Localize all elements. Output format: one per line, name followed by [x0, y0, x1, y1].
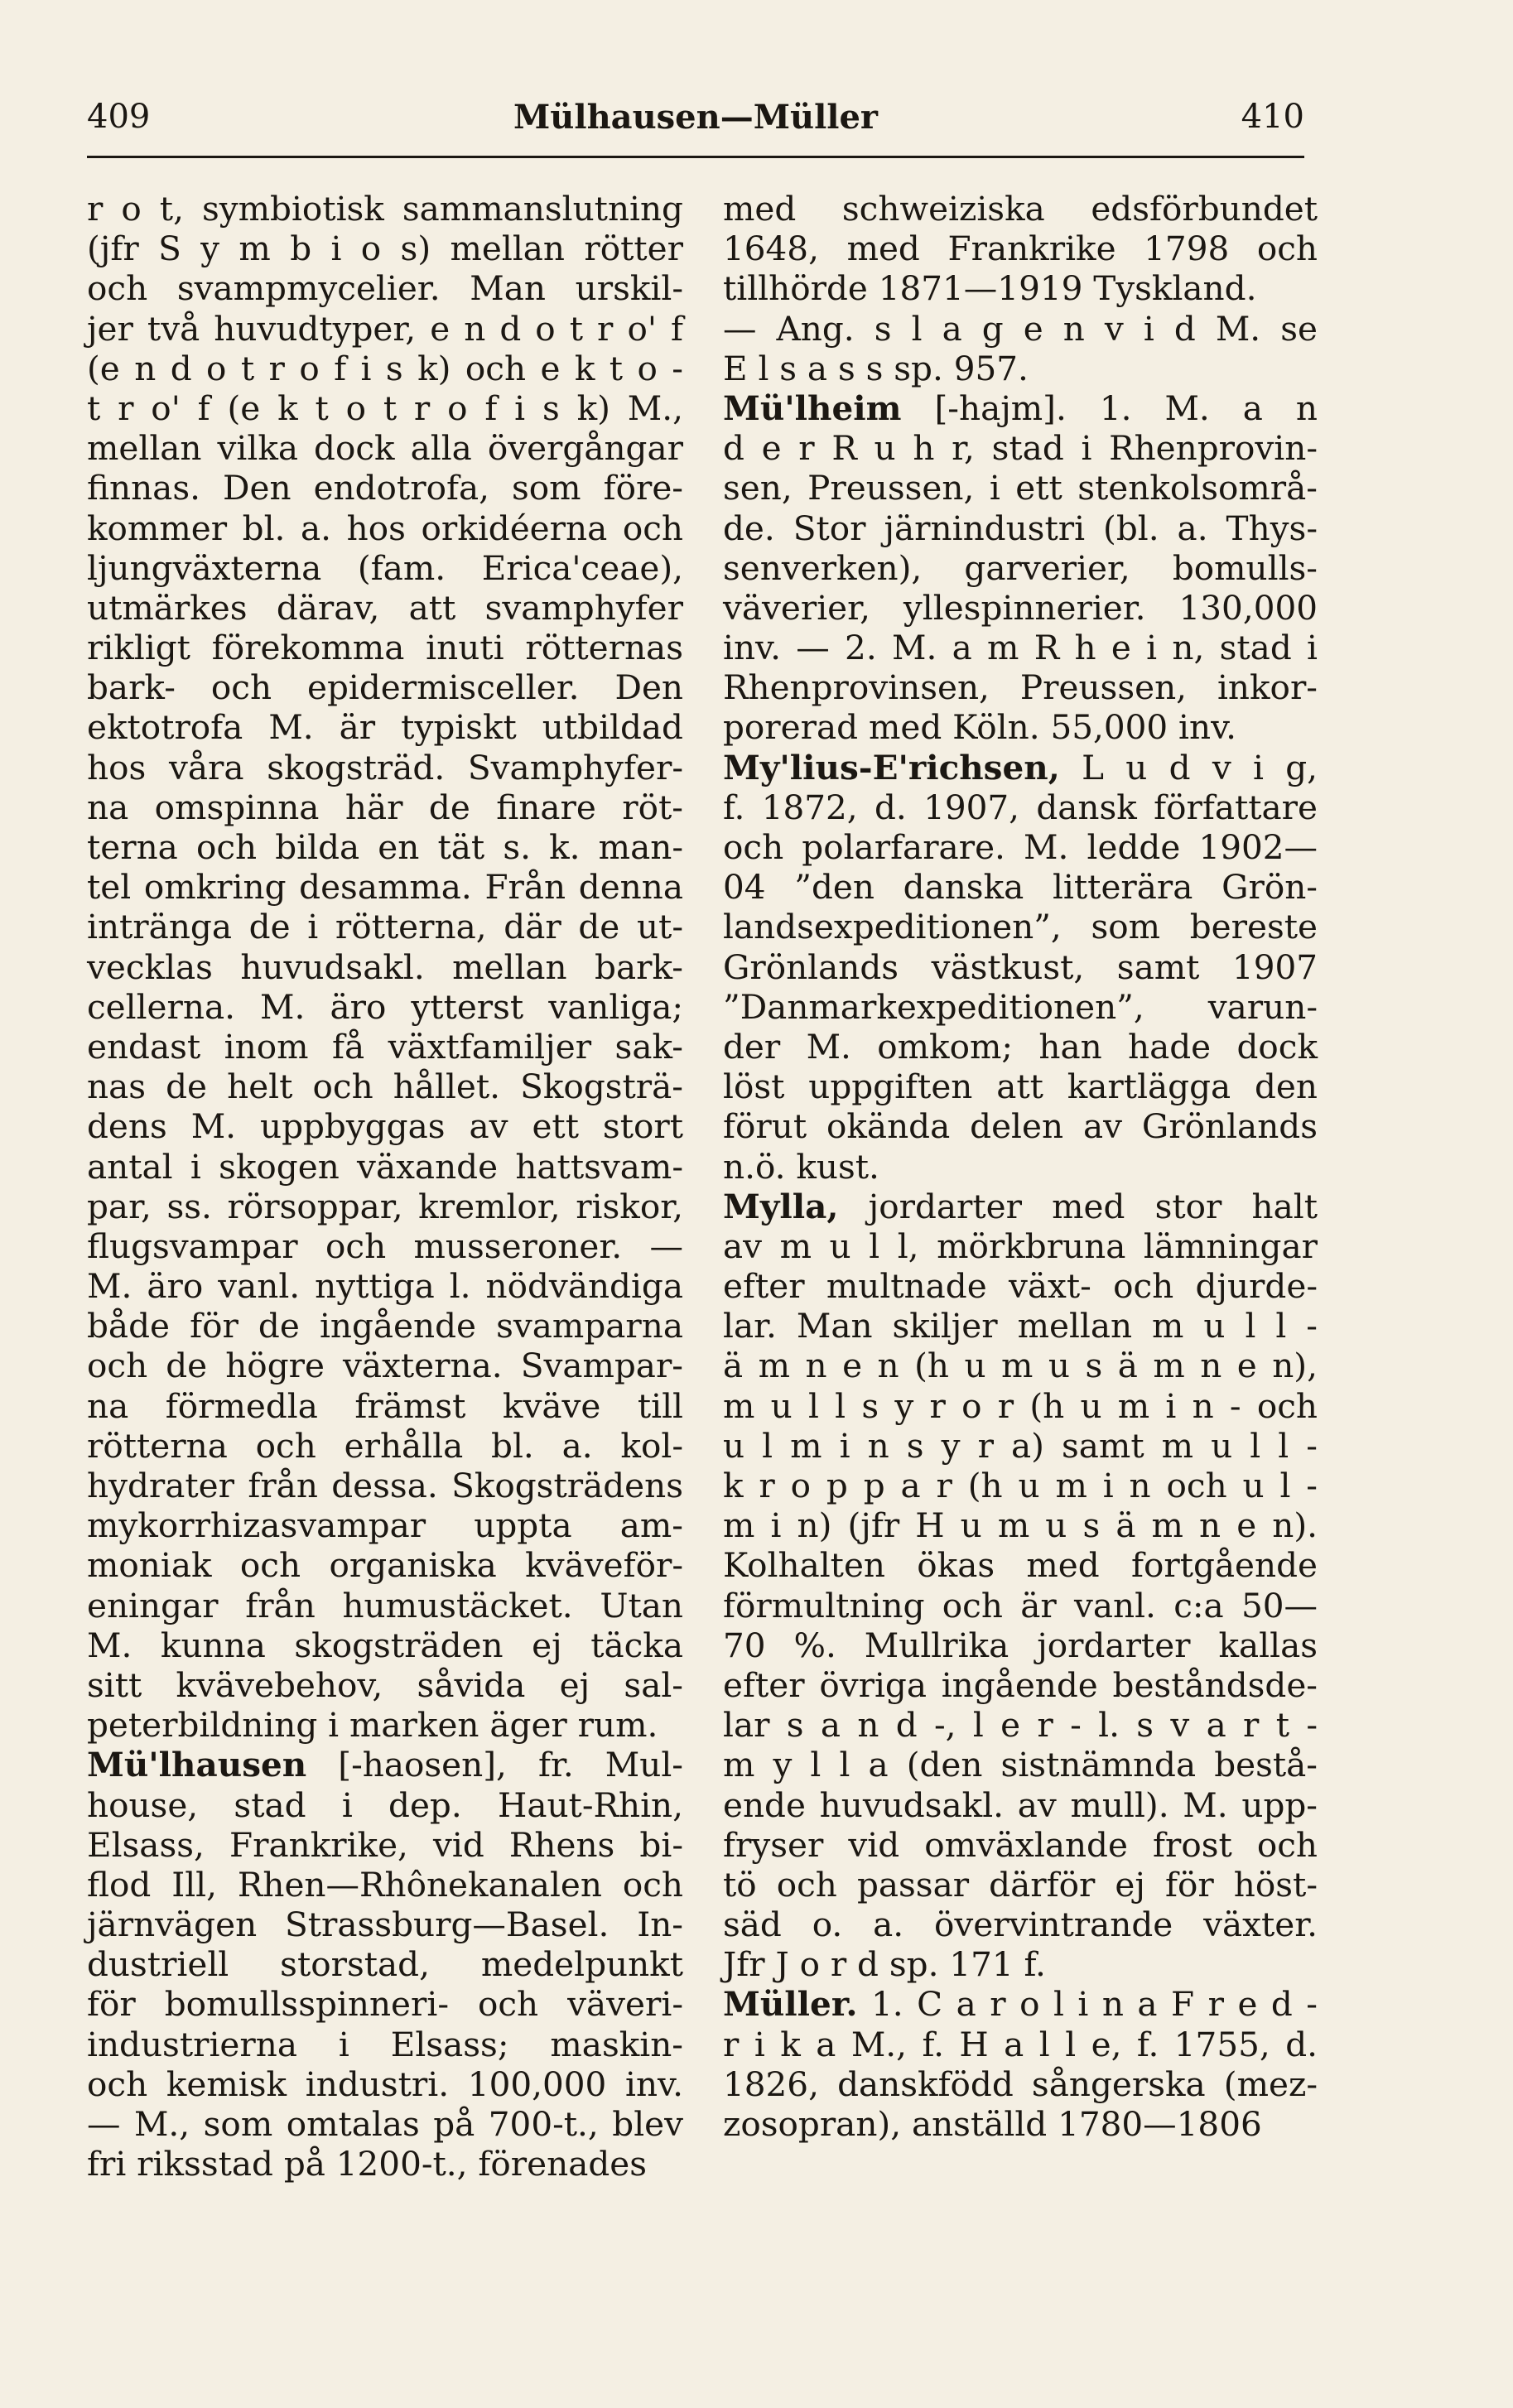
text-line: f. 1872, d. 1907, dansk författare — [723, 787, 1318, 827]
left-column — [87, 189, 683, 2184]
text-line: för bomullsspinneri- och väveri- — [87, 1984, 683, 2025]
text-line: par, ss. rörsoppar, kremlor, riskor, — [87, 1186, 683, 1226]
text-line: flod Ill, Rhen—Rhônekanalen och — [87, 1864, 683, 1905]
text-line: lar s a n d -, l e r - l. s v a r t - — [723, 1705, 1318, 1746]
text-line: ”Danmarkexpeditionen”, varun- — [723, 986, 1318, 1027]
text-line: — M., som omtalas på 700-t., blev — [87, 2104, 683, 2144]
text-line: förmultning och är vanl. c:a 50— — [723, 1585, 1318, 1625]
text-line: Elsass, Frankrike, vid Rhens bi- — [87, 1824, 683, 1865]
text-line: porerad med Köln. 55,000 inv. — [723, 707, 1237, 748]
text-line: förut okända delen av Grönlands — [723, 1106, 1318, 1147]
running-title: Mülhausen—Müller — [513, 98, 878, 137]
text-line: kommer bl. a. hos orkidéerna och — [87, 508, 683, 548]
text-line: house, stad i dep. Haut-Rhin, — [87, 1784, 683, 1825]
right-column — [723, 189, 1318, 2144]
text-line: 04 ”den danska litterära Grön- — [723, 867, 1318, 908]
text-line: n.ö. kust. — [723, 1146, 879, 1187]
text-line: k r o p p a r (h u m i n och u l - — [723, 1466, 1318, 1505]
text-line: inv. — 2. M. a m R h e i n, stad i — [723, 628, 1318, 668]
text-line: och kemisk industri. 100,000 inv. — [87, 2064, 683, 2104]
page-header — [87, 98, 1304, 147]
text-line: löst uppgiften att kartlägga den — [723, 1067, 1318, 1107]
header-rule — [87, 156, 1304, 158]
text-line: flugsvampar och musseroner. — — [87, 1226, 683, 1266]
text-line: ljungväxterna (fam. Erica'ceae), — [87, 547, 683, 588]
text-line: na omspinna här de finare röt- — [87, 787, 683, 827]
page-number-left: 409 — [87, 98, 151, 136]
text-line: hos våra skogsträd. Svamphyfer- — [87, 747, 683, 787]
text-line: Rhenprovinsen, Preussen, inkor- — [723, 667, 1318, 708]
text-line: Jfr J o r d sp. 171 f. — [723, 1944, 1046, 1985]
text-line: eningar från humustäcket. Utan — [87, 1585, 683, 1625]
text-line: — Ang. s l a g e n v i d M. se — [723, 308, 1318, 349]
text-line: efter multnade växt- och djurde- — [723, 1266, 1318, 1307]
text-line: tillhörde 1871—1919 Tyskland. — [723, 268, 1257, 309]
text-line: bark- och epidermisceller. Den — [87, 667, 683, 708]
text-line: med schweiziska edsförbundet — [723, 189, 1318, 229]
text-line: och polarfarare. M. ledde 1902— — [723, 827, 1318, 867]
entry-headword: Mü'lhausen — [87, 1745, 307, 1785]
text-line: lar. Man skiljer mellan m u l l - — [723, 1306, 1318, 1346]
text-line: tö och passar därför ej för höst- — [723, 1864, 1318, 1905]
text-line: ende huvudsakl. av mull). M. upp- — [723, 1784, 1318, 1825]
text-line: m u l l s y r o r (h u m i n - och — [723, 1385, 1318, 1426]
text-line: My'lius-E'richsen, L u d v i g, — [723, 747, 1318, 787]
text-line: Mü'lhausen [-haosen], fr. Mul- — [87, 1745, 683, 1785]
text-line: r i k a M., f. H a l l e, f. 1755, d. — [723, 2024, 1318, 2064]
text-line: endast inom få växtfamiljer sak- — [87, 1026, 683, 1067]
text-line: mykorrhizasvampar uppta am- — [87, 1505, 683, 1546]
entry-headword: My'lius-E'richsen, — [723, 747, 1060, 787]
page-number-right: 410 — [1241, 98, 1304, 136]
text-line: r o t, symbiotisk sammanslutning — [87, 189, 683, 229]
text-line: sitt kvävebehov, såvida ej sal- — [87, 1664, 683, 1705]
text-line: Kolhalten ökas med fortgående — [723, 1545, 1318, 1586]
text-line: finnas. Den endotrofa, som före- — [87, 468, 683, 508]
text-line: mellan vilka dock alla övergångar — [87, 428, 683, 469]
text-line: t r o' f (e k t o t r o f i s k) M., — [87, 388, 683, 428]
text-line: zosopran), anställd 1780—1806 — [723, 2104, 1262, 2144]
text-line: jer två huvudtyper, e n d o t r o' f — [87, 308, 683, 349]
text-line: rikligt förekomma inuti rötternas — [87, 628, 683, 668]
text-line: järnvägen Strassburg—Basel. In- — [87, 1905, 683, 1945]
text-line: Mü'lheim [-hajm]. 1. M. a n — [723, 388, 1318, 428]
text-line: Mylla, jordarter med stor halt — [723, 1186, 1318, 1226]
text-line: cellerna. M. äro ytterst vanliga; — [87, 986, 683, 1027]
text-line: der M. omkom; han hade dock — [723, 1026, 1318, 1067]
entry-headword: Müller. — [723, 1984, 858, 2025]
text-line: säd o. a. övervintrande växter. — [723, 1905, 1318, 1945]
text-line: E l s a s s sp. 957. — [723, 348, 1029, 388]
text-line: senverken), garverier, bomulls- — [723, 547, 1318, 588]
text-line: 1826, danskfödd sångerska (mez- — [723, 2064, 1318, 2104]
text-line: dens M. uppbyggas av ett stort — [87, 1106, 683, 1147]
text-line: och de högre växterna. Svampar- — [87, 1346, 683, 1386]
text-line: dustriell storstad, medelpunkt — [87, 1944, 683, 1985]
text-line: u l m i n s y r a) samt m u l l - — [723, 1425, 1318, 1466]
text-line: (jfr S y m b i o s) mellan rötter — [87, 229, 683, 269]
text-line: antal i skogen växande hattsvam- — [87, 1146, 683, 1187]
entry-headword: Mü'lheim — [723, 388, 902, 428]
text-line: både för de ingående svamparna — [87, 1306, 683, 1346]
text-line: (e n d o t r o f i s k) och e k t o - — [87, 348, 683, 388]
text-line: moniak och organiska kväveför- — [87, 1545, 683, 1586]
text-line: ektotrofa M. är typiskt utbildad — [87, 707, 683, 748]
text-line: d e r R u h r, stad i Rhenprovin- — [723, 428, 1318, 469]
text-line: ä m n e n (h u m u s ä m n e n), — [723, 1346, 1318, 1386]
text-line: utmärkes därav, att svamphyfer — [87, 587, 683, 628]
text-line: industrierna i Elsass; maskin- — [87, 2024, 683, 2064]
text-line: 1648, med Frankrike 1798 och — [723, 229, 1318, 269]
text-line: tel omkring desamma. Från denna — [87, 867, 683, 908]
text-line: intränga de i rötterna, där de ut- — [87, 907, 683, 947]
text-line: hydrater från dessa. Skogsträdens — [87, 1466, 683, 1505]
text-line: väverier, yllespinnerier. 130,000 — [723, 587, 1318, 628]
entry-headword: Mylla, — [723, 1186, 839, 1226]
text-line: peterbildning i marken äger rum. — [87, 1705, 658, 1746]
text-line: fri riksstad på 1200-t., förenades — [87, 2144, 648, 2184]
text-line: rötterna och erhålla bl. a. kol- — [87, 1425, 683, 1466]
text-line: M. äro vanl. nyttiga l. nödvändiga — [87, 1266, 683, 1307]
text-line: terna och bilda en tät s. k. man- — [87, 827, 683, 867]
text-line: och svampmycelier. Man urskil- — [87, 268, 683, 309]
text-line: Grönlands västkust, samt 1907 — [723, 946, 1318, 987]
text-line: 70 %. Mullrika jordarter kallas — [723, 1625, 1318, 1665]
text-line: landsexpeditionen”, som bereste — [723, 907, 1318, 947]
text-line: sen, Preussen, i ett stenkolsområ- — [723, 468, 1318, 508]
text-line: m y l l a (den sistnämnda bestå- — [723, 1745, 1318, 1785]
text-line: M. kunna skogsträden ej täcka — [87, 1625, 683, 1665]
text-line: vecklas huvudsakl. mellan bark- — [87, 946, 683, 987]
text-line: na förmedla främst kväve till — [87, 1385, 683, 1426]
text-line: efter övriga ingående beståndsde- — [723, 1664, 1318, 1705]
text-line: Müller. 1. C a r o l i n a F r e d - — [723, 1984, 1318, 2025]
text-line: nas de helt och hållet. Skogsträ- — [87, 1067, 683, 1107]
text-line: av m u l l, mörkbruna lämningar — [723, 1226, 1318, 1266]
text-line: fryser vid omväxlande frost och — [723, 1824, 1318, 1865]
text-line: de. Stor järnindustri (bl. a. Thys- — [723, 508, 1318, 548]
text-line: m i n) (jfr H u m u s ä m n e n). — [723, 1505, 1318, 1546]
